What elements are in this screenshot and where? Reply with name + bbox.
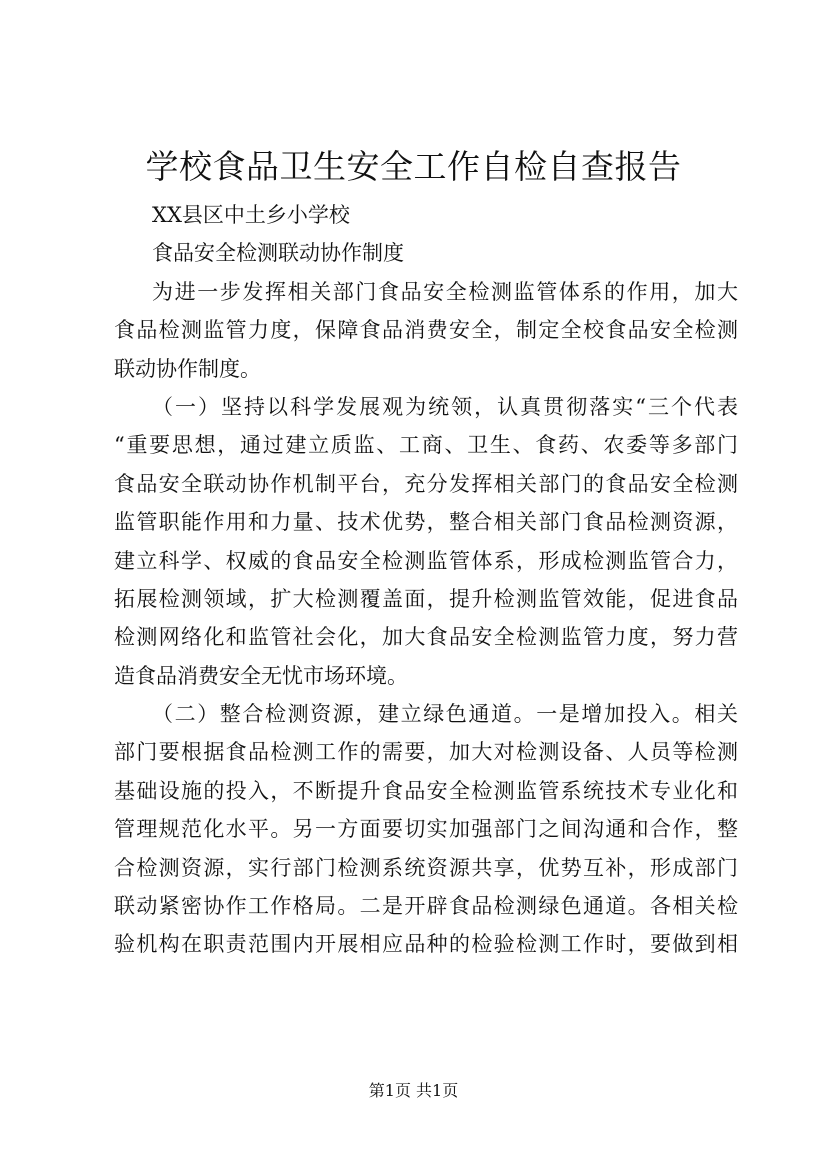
- text-line: 食品检测监管力度，保障食品消费安全，制定全校食品安全检测: [114, 318, 738, 343]
- text-line: 检测网络化和监管社会化，加大食品安全检测监管力度，努力营: [114, 625, 738, 650]
- school-name-line: XX县区中土乡小学校: [152, 203, 350, 227]
- text-line: 建立科学、权威的食品安全检测监管体系，形成检测监管合力，: [114, 548, 738, 573]
- text-line: 管理规范化水平。另一方面要切实加强部门之间沟通和合作，整: [114, 817, 738, 842]
- text-line: 验机构在职责范围内开展相应品种的检验检测工作时，要做到相: [114, 932, 738, 957]
- text-line: 造食品消费安全无忧市场环境。: [114, 663, 408, 688]
- text-line: 监管职能作用和力量、技术优势，整合相关部门食品检测资源，: [114, 510, 738, 535]
- text-line: 基础设施的投入，不断提升食品安全检测监管系统技术专业化和: [114, 778, 738, 803]
- text-line: 食品安全联动协作机制平台，充分发挥相关部门的食品安全检测: [114, 471, 738, 496]
- document-title: 学校食品卫生安全工作自检自查报告: [145, 147, 682, 186]
- text-line: （一）坚持以科学发展观为统领，认真贯彻落实“三个代表: [152, 394, 738, 419]
- section-heading-line: 食品安全检测联动协作制度: [152, 241, 404, 266]
- text-line: 部门要根据食品检测工作的需要，加大对检测设备、人员等检测: [114, 740, 738, 765]
- text-line: （二）整合检测资源，建立绿色通道。一是增加投入。相关: [152, 702, 738, 727]
- text-line: 联动协作制度。: [114, 356, 261, 381]
- text-line: 拓展检测领域，扩大检测覆盖面，提升检测监管效能，促进食品: [114, 586, 738, 611]
- page-number-footer: 第1页 共1页: [368, 1081, 459, 1100]
- text-line: 合检测资源，实行部门检测系统资源共享，优势互补，形成部门: [114, 855, 738, 880]
- text-line: 为进一步发挥相关部门食品安全检测监管体系的作用，加大: [152, 279, 738, 304]
- text-line: “重要思想，通过建立质监、工商、卫生、食药、农委等多部门: [114, 433, 738, 458]
- document-body: [114, 196, 738, 964]
- text-line: 联动紧密协作工作格局。二是开辟食品检测绿色通道。各相关检: [114, 894, 738, 919]
